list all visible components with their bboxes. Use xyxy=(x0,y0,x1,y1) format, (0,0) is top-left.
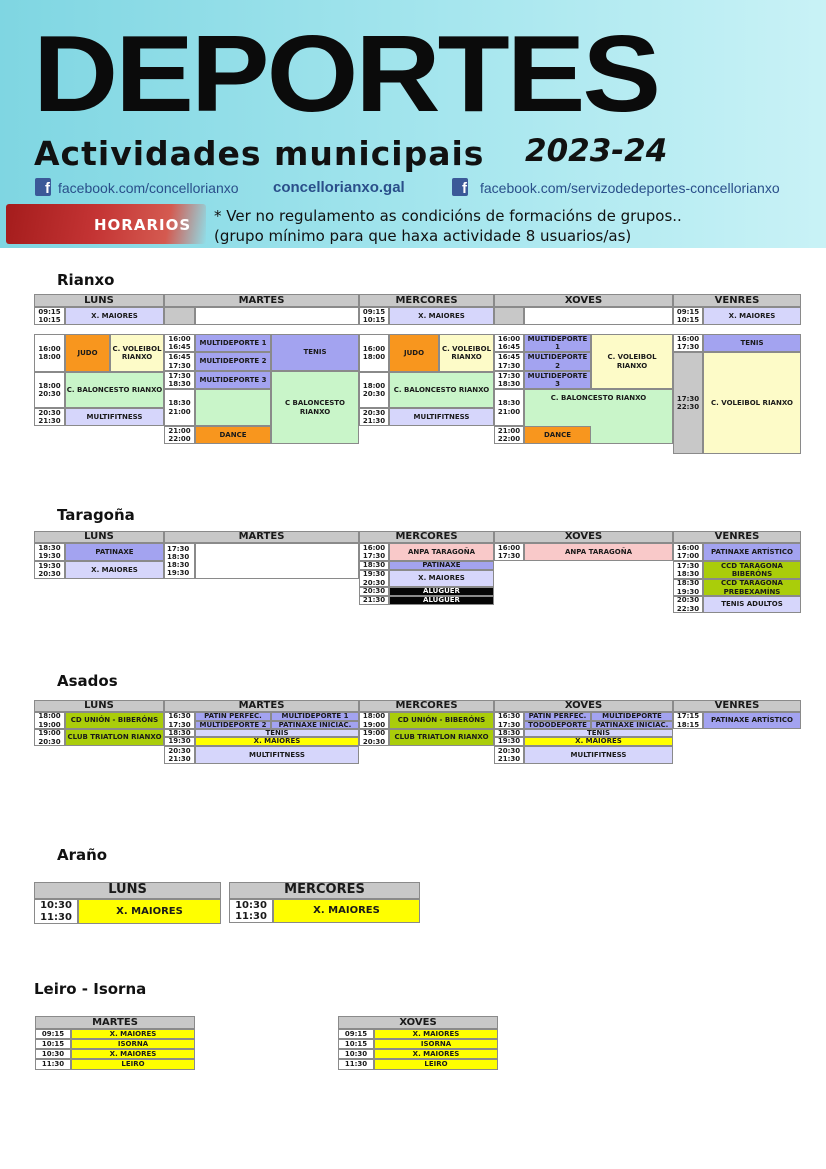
activity-multideporte-3: MULTIDEPORTE 3 xyxy=(524,371,591,389)
section-title-asados: Asados xyxy=(57,672,118,690)
activity-baloncesto-fill xyxy=(195,389,271,426)
time-cell: 16:00 18:00 xyxy=(34,334,65,372)
time-cell: 20:30 21:30 xyxy=(34,408,65,426)
activity-voleibol: C. VOLEIBOL RIANXO xyxy=(703,352,801,454)
activity-tododeporte: TODODEPORTE xyxy=(524,721,591,729)
time-cell: 10:15 xyxy=(35,1039,71,1049)
activity-dance: DANCE xyxy=(195,426,271,444)
empty-cell xyxy=(494,307,524,325)
day-header-venres: VENRES xyxy=(673,700,801,712)
activity-multideporte-1: MULTIDEPORTE 1 xyxy=(524,334,591,352)
day-header-venres: VENRES xyxy=(673,294,801,307)
time-cell: 20:30 21:30 xyxy=(494,746,524,764)
page-title: DEPORTES xyxy=(33,13,659,136)
day-header-mercores: MÉRCORES xyxy=(359,294,494,307)
day-header-xoves: XOVES xyxy=(494,700,673,712)
activity-anpa: ANPA TARAGOÑA xyxy=(389,543,494,561)
activity-ccd-biberons: CCD TARAGOÑA BIBERÓNS xyxy=(703,561,801,579)
time-cell: 21:00 22:00 xyxy=(164,426,195,444)
note-line-2: (grupo mínimo para que haxa actividade 8 usuarios/as) xyxy=(214,227,632,245)
activity-patin-perfec: PATÍN PERFEC. xyxy=(524,712,591,721)
day-header-luns: LUNS xyxy=(34,700,164,712)
time-cell: 17:30 18:30 xyxy=(494,371,524,389)
activity-patinaxe-artistico: PATINAXE ARTÍSTICO xyxy=(703,543,801,561)
time-cell: 17:15 18:15 xyxy=(673,712,703,729)
activity-location-leiro: LEIRO xyxy=(374,1059,498,1070)
time-cell: 10:30 xyxy=(338,1049,374,1059)
facebook-link-deportes[interactable]: facebook.com/servizodedeportes-concellorianxo xyxy=(480,180,780,196)
activity-baloncesto: C. BALONCESTO RIANXO xyxy=(524,389,673,444)
activity-tenis: TENIS xyxy=(271,334,359,371)
activity-cd-union: CD UNIÓN - BIBERÓNS xyxy=(389,712,494,729)
section-title-arano: Araño xyxy=(57,846,108,864)
time-cell: 16:00 17:30 xyxy=(359,543,389,561)
activity-multideporte-1: MULTIDEPORTE 1 xyxy=(195,334,271,352)
activity-judo: JUDO xyxy=(389,334,439,372)
activity-multifitness: MULTIFITNESS xyxy=(389,408,494,426)
empty-cell xyxy=(164,307,195,325)
activity-judo: JUDO xyxy=(65,334,110,372)
activity-x-maiores: X. MAIORES xyxy=(78,899,221,924)
day-header-martes: MARTES xyxy=(164,700,359,712)
website-link[interactable]: concellorianxo.gal xyxy=(273,179,405,196)
time-cell: 18:00 19:00 xyxy=(34,712,65,729)
time-cell: 17:30 18:30 xyxy=(673,561,703,579)
day-header-luns: LUNS xyxy=(34,294,164,307)
activity-x-maiores: X. MAIORES xyxy=(195,737,359,746)
activity-tenis-adultos: TENIS ADULTOS xyxy=(703,596,801,613)
activity-patinaxe: PATINAXE xyxy=(389,561,494,570)
time-cell: 16:45 17:30 xyxy=(164,352,195,371)
activity-multifitness: MULTIFITNESS xyxy=(195,746,359,764)
time-cell: 17:30 22:30 xyxy=(673,352,703,454)
activity-triatlon: CLUB TRIATLON RIANXO xyxy=(389,729,494,746)
activity-x-maiores: X. MAIORES xyxy=(374,1029,498,1039)
activity-aluguer: ALUGUER xyxy=(389,596,494,605)
activity-location-leiro: LEIRO xyxy=(71,1059,195,1070)
time-cell: 16:30 17:30 xyxy=(164,712,195,729)
time-cell: 10:30 11:30 xyxy=(229,899,273,923)
activity-multideporte-2: MULTIDEPORTE 2 xyxy=(195,352,271,371)
time-cell: 18:30 xyxy=(494,729,524,737)
activity-patinaxe-iniciac: PATINAXE INICIAC. xyxy=(271,721,359,729)
day-header-mercores: MÉRCORES xyxy=(359,700,494,712)
note-line-1: * Ver no regulamento as condicións de formacións de grupos.. xyxy=(214,207,682,225)
activity-x-maiores: X. MAIORES xyxy=(71,1029,195,1039)
season-year: 2023-24 xyxy=(525,133,668,169)
time-cell: 19:30 xyxy=(494,737,524,746)
facebook-icon: f xyxy=(452,178,468,196)
empty-cell xyxy=(524,307,673,325)
time-cell: 10:30 11:30 xyxy=(34,899,78,924)
activity-x-maiores: X. MAIORES xyxy=(389,307,494,325)
time-cell: 09:15 xyxy=(35,1029,71,1039)
time-cell: 20:30 21:30 xyxy=(164,746,195,764)
activity-x-maiores: X. MAIORES xyxy=(524,737,673,746)
activity-baloncesto: C. BALONCESTO RIANXO xyxy=(389,372,494,408)
empty-cell xyxy=(195,543,359,579)
activity-x-maiores: X. MAIORES xyxy=(71,1049,195,1059)
day-header-xoves: XOVES xyxy=(494,531,673,543)
section-title-leiro: Leiro - Isorna xyxy=(34,980,147,998)
day-header-martes: MARTES xyxy=(35,1016,195,1029)
horarios-badge xyxy=(6,204,206,244)
activity-baloncesto: C BALONCESTO RIANXO xyxy=(271,371,359,444)
day-header-luns: LUNS xyxy=(34,531,164,543)
time-cell: 18:30 21:00 xyxy=(164,389,195,426)
activity-x-maiores: X. MAIORES xyxy=(374,1049,498,1059)
regulation-note xyxy=(214,206,682,246)
time-cell: 16:30 17:30 xyxy=(494,712,524,729)
activity-anpa: ANPA TARAGOÑA xyxy=(524,543,673,561)
time-cell: 18:00 20:30 xyxy=(359,372,389,408)
activity-multideporte: MULTIDEPORTE xyxy=(591,712,673,721)
time-cell: 16:00 16:45 xyxy=(494,334,524,352)
activity-cd-union: CD UNIÓN - BIBERÓNS xyxy=(65,712,164,729)
activity-patinaxe-artistico: PATINAXE ARTÍSTICO xyxy=(703,712,801,729)
time-cell: 19:00 20:30 xyxy=(34,729,65,746)
time-cell: 18:30 21:00 xyxy=(494,389,524,426)
facebook-icon: f xyxy=(35,178,51,196)
page-subtitle: Actividades municipais xyxy=(34,134,485,173)
activity-patin-perfec: PATÍN PERFEC. xyxy=(195,712,271,721)
activity-location-isorna: ISORNA xyxy=(374,1039,498,1049)
time-cell: 16:00 17:00 xyxy=(673,543,703,561)
activity-tenis: TENIS xyxy=(703,334,801,352)
time-cell: 09:15 10:15 xyxy=(359,307,389,325)
activity-multideporte-3: MULTIDEPORTE 3 xyxy=(195,371,271,389)
activity-tenis: TENIS xyxy=(524,729,673,737)
section-title-taragona: Taragoña xyxy=(57,506,135,524)
empty-cell xyxy=(195,307,359,325)
time-cell: 09:15 10:15 xyxy=(673,307,703,325)
activity-multideporte-1: MULTIDEPORTE 1 xyxy=(271,712,359,721)
horarios-label: HORARIOS xyxy=(94,216,192,234)
time-cell: 10:15 xyxy=(338,1039,374,1049)
time-cell: 16:00 18:00 xyxy=(359,334,389,372)
day-header-xoves: XOVES xyxy=(494,294,673,307)
activity-voleibol: C. VOLEIBOL RIANXO xyxy=(110,334,164,372)
activity-location-isorna: ISORNA xyxy=(71,1039,195,1049)
time-cell: 11:30 xyxy=(35,1059,71,1070)
time-cell: 18:30 xyxy=(164,729,195,737)
activity-patinaxe: PATINAXE xyxy=(65,543,164,561)
time-cell: 09:15 10:15 xyxy=(34,307,65,325)
activity-x-maiores: X. MAIORES xyxy=(703,307,801,325)
activity-multideporte-2: MULTIDEPORTE 2 xyxy=(195,721,271,729)
time-cell: 20:30 22:30 xyxy=(673,596,703,613)
activity-voleibol: C. VOLEIBOL RIANXO xyxy=(591,334,673,389)
time-cell: 17:30 18:30 xyxy=(164,371,195,389)
activity-multifitness: MULTIFITNESS xyxy=(524,746,673,764)
activity-tenis: TENIS xyxy=(195,729,359,737)
time-cell: 20:30 21:30 xyxy=(359,408,389,426)
day-header-martes: MARTES xyxy=(164,294,359,307)
activity-patinaxe-iniciac: PATINAXE INICIAC. xyxy=(591,721,673,729)
day-header-martes: MARTES xyxy=(164,531,359,543)
time-cell: 18:30 19:30 xyxy=(673,579,703,596)
time-cell: 16:00 17:30 xyxy=(673,334,703,352)
facebook-link-concello[interactable]: facebook.com/concellorianxo xyxy=(58,180,239,196)
time-cell: 17:30 18:30 18:30 19:30 xyxy=(164,543,195,579)
time-cell: 16:45 17:30 xyxy=(494,352,524,371)
time-cell: 18:30 19:30 xyxy=(34,543,65,561)
time-cell: 21:30 xyxy=(359,596,389,605)
activity-baloncesto: C. BALONCESTO RIANXO xyxy=(65,372,164,408)
day-header-luns: LUNS xyxy=(34,882,221,899)
time-cell: 11:30 xyxy=(338,1059,374,1070)
time-cell: 16:00 16:45 xyxy=(164,334,195,352)
activity-triatlon: CLUB TRIATLON RIANXO xyxy=(65,729,164,746)
activity-voleibol: C. VOLEIBOL RIANXO xyxy=(439,334,494,372)
time-cell: 20:30 xyxy=(359,587,389,596)
time-cell: 16:00 17:30 xyxy=(494,543,524,561)
time-cell: 18:00 20:30 xyxy=(34,372,65,408)
day-header-mercores: MÉRCORES xyxy=(229,882,420,899)
day-header-mercores: MÉRCORES xyxy=(359,531,494,543)
activity-ccd-prebexamins: CCD TARAGOÑA PREBEXAMÍNS xyxy=(703,579,801,596)
section-title-rianxo: Rianxo xyxy=(57,271,115,289)
time-cell: 19:00 20:30 xyxy=(359,729,389,746)
time-cell: 19:30 20:30 xyxy=(34,561,65,579)
activity-x-maiores: X. MAIORES xyxy=(389,570,494,587)
time-cell: 19:30 xyxy=(164,737,195,746)
time-cell: 09:15 xyxy=(338,1029,374,1039)
activity-aluguer: ALUGUER xyxy=(389,587,494,596)
time-cell: 18:30 xyxy=(359,561,389,570)
time-cell: 19:30 20:30 xyxy=(359,570,389,587)
activity-x-maiores: X. MAIORES xyxy=(273,899,420,923)
activity-multideporte-2: MULTIDEPORTE 2 xyxy=(524,352,591,371)
activity-dance: DANCE xyxy=(524,426,591,444)
time-cell: 18:00 19:00 xyxy=(359,712,389,729)
day-header-venres: VENRES xyxy=(673,531,801,543)
time-cell: 21:00 22:00 xyxy=(494,426,524,444)
day-header-xoves: XOVES xyxy=(338,1016,498,1029)
activity-x-maiores: X. MAIORES xyxy=(65,307,164,325)
time-cell: 10:30 xyxy=(35,1049,71,1059)
activity-multifitness: MULTIFITNESS xyxy=(65,408,164,426)
activity-x-maiores: X. MAIORES xyxy=(65,561,164,579)
